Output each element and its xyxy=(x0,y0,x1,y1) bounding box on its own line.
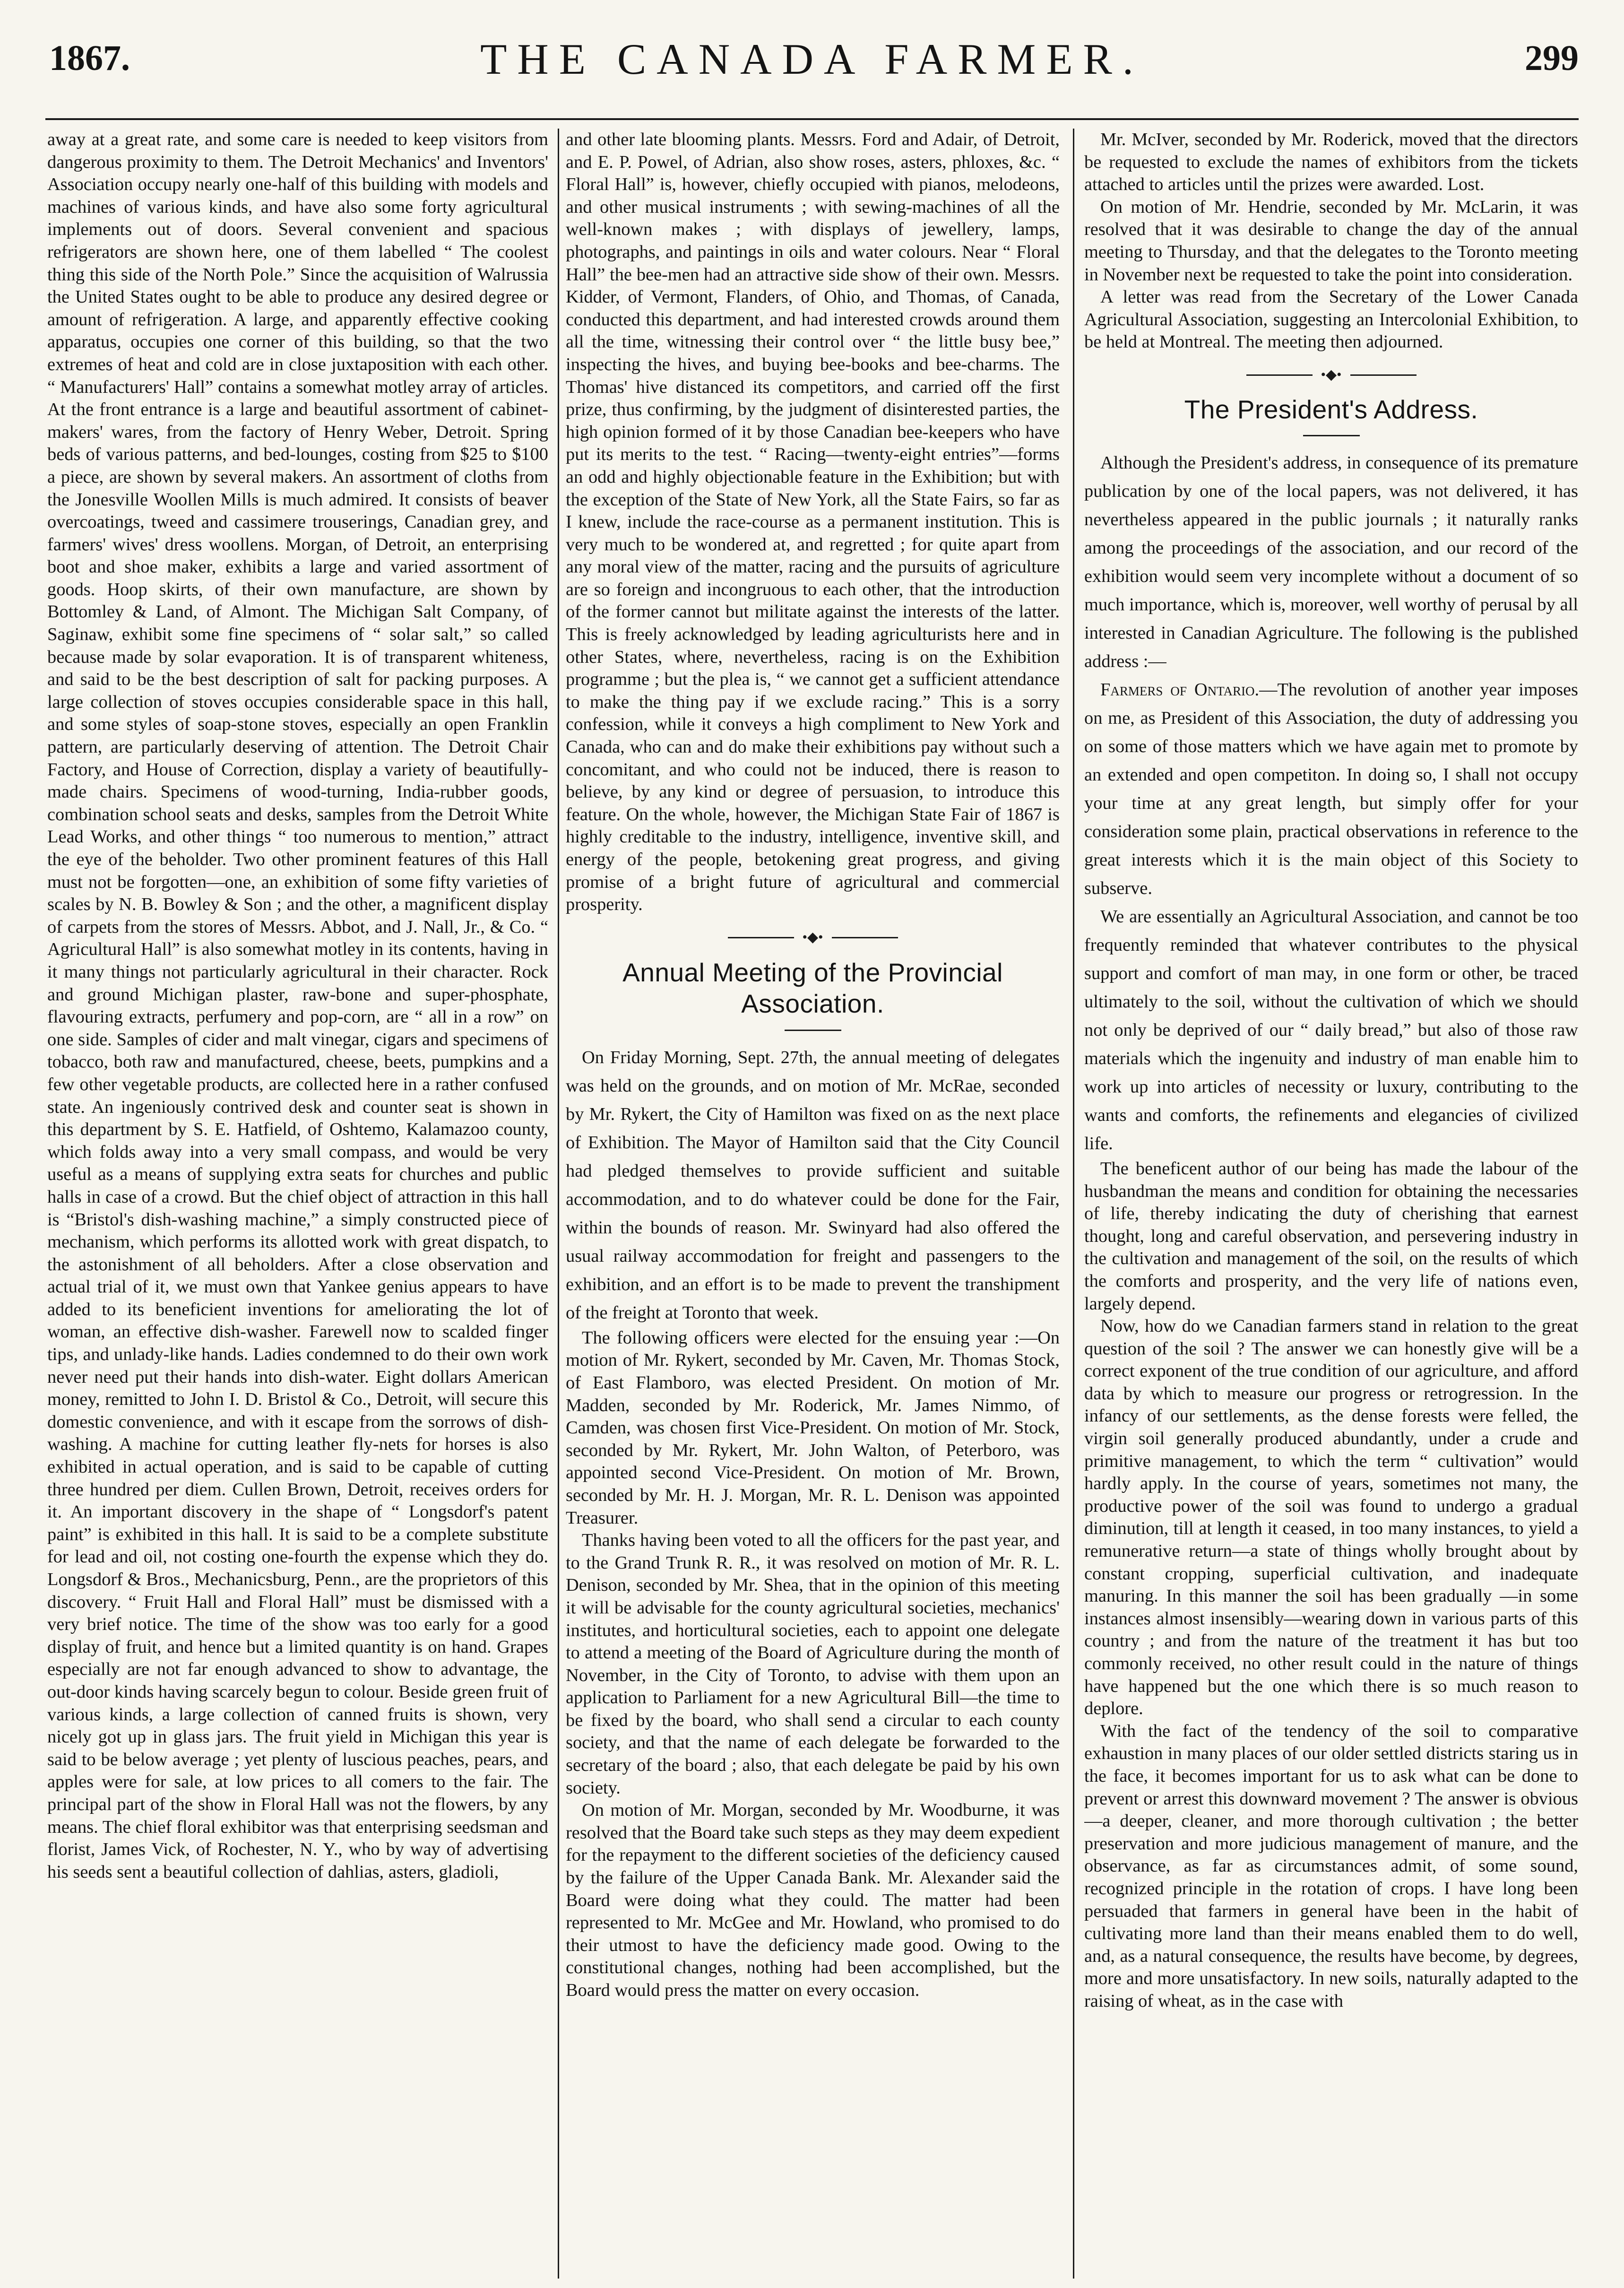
article-paragraph: Although the President's address, in consequence of its premature publication by one of the local papers, was not delivered, it has nevertheless appeared in the public journals ; it naturally ranks among the proceedings of the association, and our record of the exhibition would seem very incomplete without a document of so much importance, which is, moreover, well worthy of perusal by all interested in Canadian Agriculture. The following is the published address :— xyxy=(1084,452,1578,671)
address-paragraph: We are essentially an Agricultural Association, and cannot be too frequently reminded that whatever contributes to the physical support and comfort of man may, in one form or other, be traced ultimately to the soil, without the cultivation of which we should not only be deprived of our “ daily bread,” but also of those raw materials which the ingenuity and industry of man enable him to work up into articles of necessity or luxury, contributing to the wants and comforts, the refinements and elegancies of civilized life. xyxy=(1084,906,1578,1153)
article-paragraph: On motion of Mr. Morgan, seconded by Mr. Woodburne, it was resolved that the Board take such steps as they may deem expedient for the repayment to the different societies of the deficiency caused by the failure of the Upper Canada Bank. Mr. Alexander said the Board were doing what they could. The matter had been represented to Mr. McGee and Mr. Howland, who promised to do their utmost to have the deficiency made good. Owing to the constitutional changes, nothing had been accomplished, but the Board would press the matter on every occasion. xyxy=(566,1800,1060,2000)
page-number: 299 xyxy=(1525,38,1579,78)
article-paragraph: Thanks having been voted to all the officers for the past year, and to the Grand Trunk R. R., it was resolved on motion of Mr. R. L. Denison, seconded by Mr. Shea, that in the opinion of this meeting it will be advisable for the county agricultural societies, mechanics' institutes, and horticultural societies, each to appoint one delegate to attend a meeting of the Board of Agriculture during the month of November, in the City of Toronto, to advise with them upon an application to Parliament for a new Agricultural Bill—the time to be fixed by the board, who shall send a circular to each county society, and that the name of each delegate be forwarded to the secretary of the board ; also, that each delegate be paid by his own society. xyxy=(566,1530,1060,1798)
issue-year: 1867. xyxy=(49,38,130,78)
heading-rule xyxy=(1303,435,1360,436)
address-text: —The revolution of another year imposes on me, as President of this Association, the duty of addressing you on some of those matters which we have again met to promote by an extended and open competiton. In doing so, I shall not occupy your time at any great length, but simply offer for your consideration some plain, practical observations in reference to the great interests which it is the main object of this Society to subserve. xyxy=(1084,679,1578,898)
article-paragraph: The following officers were elected for the ensuing year :—On motion of Mr. Rykert, seconded by Mr. Caven, Mr. Thomas Stock, of East Flamboro, was elected President. On motion of Mr. Madden, seconded by Mr. Roderick, Mr. James Nimmo, of Camden, was chosen first Vice-President. On motion of Mr. Stock, seconded by Mr. Rykert, Mr. John Walton, of Peterboro, was appointed second Vice-President. On motion of Mr. Brown, seconded by Mr. H. J. Morgan, Mr. R. L. Denison was appointed Treasurer. xyxy=(566,1327,1060,1528)
article-paragraph: away at a great rate, and some care is needed to keep visitors from dangerous proximity to them. The Detroit Mechanics' and Inventors' Association occupy nearly one-half of this building with models and machines of various kinds, and have also some forty agricultural implements out of doors. Several convenient and spacious refrigerators are shown here, one of them labelled “ The coolest thing this side of the North Pole.” Since the acquisition of Walrussia the United States ought to be able to produce any desired degree or amount of refrigeration. A large, and apparently effective cooking apparatus, occupies one corner of this building, so that the two extremes of heat and cold are in close juxtaposition with each other. “ Manufacturers' Hall” contains a somewhat motley array of articles. At the front entrance is a large and beautiful assortment of cabinet-makers' wares, from the factory of Henry Weber, Detroit. Spring beds of various patterns, and bed-lounges, costing from $25 to $100 a piece, are shown by several makers. An assortment of cloths from the Jonesville Woollen Mills is much admired. It consists of beaver overcoatings, tweed and cassimere trouserings, Canadian grey, and farmers' wives' dress woollens. Morgan, of Detroit, an enterprising boot and shoe maker, exhibits a large and varied assortment of goods. Hoop skirts, of their own manufacture, are shown by Bottomley & Land, of Almont. The Michigan Salt Company, of Saginaw, exhibit some fine specimens of “ solar salt,” so called because made by solar evaporation. It is of transparent whiteness, and said to be the best description of salt for packing purposes. A large collection of stoves occupies considerable space in this hall, and some styles of soap-stone stoves, especially an open Franklin pattern, are particularly deserving of attention. The Detroit Chair Factory, and House of Correction, display a variety of beautifully-made chairs. Specimens of wood-turning, India-rubber goods, combination school seats and desks, samples from the Detroit White Lead Works, and other things “ too numerous to mention,” attract the eye of the beholder. Two other prominent features of this Hall must not be forgotten—one, an exhibition of some fifty varieties of scales by N. B. Bowley & Son ; and the other, a magnificent display of carpets from the stores of Messrs. Abbot, and J. Nall, Jr., & Co. “ Agricultural Hall” is also somewhat motley in its contents, having in it many things not particularly agricultural in their character. Rock and ground Michigan plaster, raw-bone and super-phosphate, flavouring extracts, perfumery and pop-corn, are “ all in a row” on one side. Samples of cider and malt vinegar, cigars and specimens of tobacco, both raw and manufactured, cheese, beets, pumpkins and a few other vegetable products, are collected here in a rather confused state. An ingeniously contrived desk and counter seat is shown in this department by S. E. Hatfield, of Oshtemo, Kalamazoo county, which folds away into a very small compass, and would be very useful as a means of supplying extra seats for churches and public halls in case of a crowd. But the chief object of attraction in this hall is “Bristol's dish-washing machine,” a simply constructed piece of mechanism, which performs its allotted work with great dispatch, to the astonishment of all beholders. After a close observation and actual trial of it, we must own that Yankee genius appears to have added to its beneficient inventions for ameliorating the lot of woman, an effective dish-washer. Farewell now to scalded finger tips, and unlady-like hands. Ladies condemned to do their own work never need put their hands into dish-water. Eight dollars American money, remitted to John I. D. Bristol & Co., Detroit, will secure this domestic convenience, and with it escape from the sorrows of dish-washing. A machine for cutting leather fly-nets for horses is also exhibited in actual operation, and is said to be capable of cutting three hundred per diem. Cullen Brown, Detroit, receives orders for it. An important discovery in the shape of “ Longsdorf's patent paint” is exhibited in this hall. It is said to be a complete substitute for lead and oil, not costing one-fourth the expense which they do. Longsdorf & Bros., Mechanicsburg, Penn., are the proprietors of this discovery. “ Fruit Hall and Floral Hall” must be dismissed with a very brief notice. The time of the show was too early for a good display of fruit, and hence but a limited quantity is on hand. Grapes especially are not far enough advanced to show to advantage, the out-door kinds having scarcely begun to colour. Beside green fruit of various kinds, a large collection of canned fruits is shown, very nicely got up in glass jars. The fruit yield in Michigan this year is said to be below average ; yet plenty of luscious peaches, pears, and apples were for sale, at low prices to all comers to the fair. The principal part of the show in Floral Hall was not the flowers, by any means. The chief floral exhibitor was that enterprising seedsman and florist, James Vick, of Rochester, N. Y., who by way of advertising his seeds sent a beautiful collection of dahlias, asters, gladioli, xyxy=(47,130,548,1882)
article-paragraph: Mr. McIver, seconded by Mr. Roderick, moved that the directors be requested to exclude the names of exhibitors from the tickets attached to articles until the prizes were awarded. Lost. xyxy=(1084,130,1578,195)
section-ornament: •◆• xyxy=(728,930,898,945)
article-paragraph: A letter was read from the Secretary of the Lower Canada Agricultural Association, suggesting an Intercolonial Exhibition, to be held at Montreal. The meeting then adjourned. xyxy=(1084,287,1578,352)
address-paragraph: Now, how do we Canadian farmers stand in relation to the great question of the soil ? The answer we can honestly give will be a correct exponent of the true condition of our agriculture, and afford data by which to measure our progress or retrogression. In the infancy of our settlements, as the dense forests were felled, the virgin soil generally produced abundantly, under a crude and primitive management, to which the term “ cultivation” would hardly apply. In the course of years, sometimes not many, the productive power of the soil was found to undergo a gradual diminution, till at length it ceased, in too many instances, to yield a remunerative return—a state of things wholly brought about by constant cropping, superficial cultivation, and inadequate manuring. In this manner the soil has been gradually —in some instances almost insensibly—wearing down in various parts of this country ; and from the nature of the treatment it has but too commonly received, no other result could in the nature of things have happened but the one which there is so much reason to deplore. xyxy=(1084,1316,1578,1719)
column-divider xyxy=(558,129,559,2279)
section-heading-annual-meeting: Annual Meeting of the Provincial Association. xyxy=(622,957,1003,1018)
column-divider xyxy=(1073,129,1074,2279)
address-paragraph: With the fact of the tendency of the soil to comparative exhaustion in many places of our older settled districts staring us in the face, it becomes important for us to ask what can be done to prevent or arrest this downward movement ? The answer is obvious—a deeper, cleaner, and more thorough cultivation ; the better preservation and more judicious management of manure, and the observance, as far as circumstances admit, of some sound, recognized principle in the rotation of crops. I have long been persuaded that farmers in general have been in the habit of cultivating more land than their means enabled them to do well, and, as a natural consequence, the results have become, by degrees, more and more unsatisfactory. In new soils, naturally adapted to the raising of wheat, as in the case with xyxy=(1084,1721,1578,2011)
article-paragraph: and other late blooming plants. Messrs. Ford and Adair, of Detroit, and E. P. Powel, of Adrian, also show roses, asters, phloxes, &c. “ Floral Hall” is, however, chiefly occupied with pianos, melodeons, and other musical instruments ; with sewing-machines of all the well-known makes ; with displays of jewellery, lamps, photographs, and paintings in oils and water colours. Near “ Floral Hall” the bee-men had an attractive side show of their own. Messrs. Kidder, of Vermont, Flanders, of Ohio, and Thomas, of Canada, conducted this department, and had interested crowds around them all the time, witnessing their control over “ the little busy bee,” inspecting the hives, and buying bee-books and bee-charms. The Thomas' hive distanced its competitors, and carried off the first prize, thus confirming, by the judgment of disinterested parties, the high opinion formed of it by those Canadian bee-keepers who have put its merits to the test. “ Racing—twenty-eight entries”—forms an odd and highly objectionable feature in the Exhibition; but with the exception of the State of New York, all the State Fairs, so far as I knew, include the race-course as a permanent institution. This is very much to be wondered at, and regretted ; for quite apart from any moral view of the matter, racing and the pursuits of agriculture are so foreign and incongruous to each other, that the introduction of the former cannot but militate against the interests of the latter. This is freely acknowledged by leading agriculturists here and in other States, where, nevertheless, racing is on the Exhibition programme ; but the plea is, “ we cannot get a sufficient attendance to make the thing pay if we exclude racing.” This is a sorry confession, while it conveys a high compliment to New York and Canada, who can and do make their exhibitions pay without such a concomitant, and who could not be induced, there is reason to believe, by any kind or degree of persuasion, to introduce this feature. On the whole, however, the Michigan State Fair of 1867 is highly creditable to the industry, intelligence, inventive skill, and energy of the people, betokening great progress, and giving promise of a bright future of agricultural and commercial prosperity. xyxy=(566,130,1060,915)
newspaper-title: THE CANADA FARMER. xyxy=(480,35,1144,83)
column-2 xyxy=(566,129,1060,2275)
column-1 xyxy=(47,129,548,2275)
section-ornament: •◆• xyxy=(1246,368,1417,382)
address-paragraph xyxy=(1084,676,1578,902)
article-paragraph: On Friday Morning, Sept. 27th, the annual meeting of delegates was held on the grounds, and on motion of Mr. McRae, seconded by Mr. Rykert, the City of Hamilton was fixed on as the next place of Exhibition. The Mayor of Hamilton said that the City Council had pledged themselves to provide sufficient and suitable accommodation, and to do whatever could be done for the Fair, within the bounds of reason. Mr. Swinyard had also offered the usual railway accommodation for freight and passengers to the exhibition, and an effort is to be made to prevent the transhipment of the freight at Toronto that week. xyxy=(566,1047,1060,1323)
heading-rule xyxy=(785,1030,841,1031)
address-salutation: Farmers of Ontario. xyxy=(1100,679,1260,700)
article-paragraph: On motion of Mr. Hendrie, seconded by Mr. McLarin, it was resolved that it was desirable to change the day of the annual meeting to Thursday, and that the delegates to the Toronto meeting in November next be requested to take the point into consideration. xyxy=(1084,197,1578,285)
section-heading-presidents-address: The President's Address. xyxy=(1184,394,1478,424)
address-paragraph: The beneficent author of our being has made the labour of the husbandman the means and condition for obtaining the necessaries of life, thereby indicating the duty of cherishing that earnest thought, long and careful observation, and persevering industry in the cultivation and management of the soil, on the results of which the comforts and prosperity, and the very life of nations even, largely depend. xyxy=(1084,1158,1578,1314)
masthead xyxy=(45,10,1579,129)
masthead-rule xyxy=(45,118,1579,120)
column-3 xyxy=(1084,129,1578,2275)
